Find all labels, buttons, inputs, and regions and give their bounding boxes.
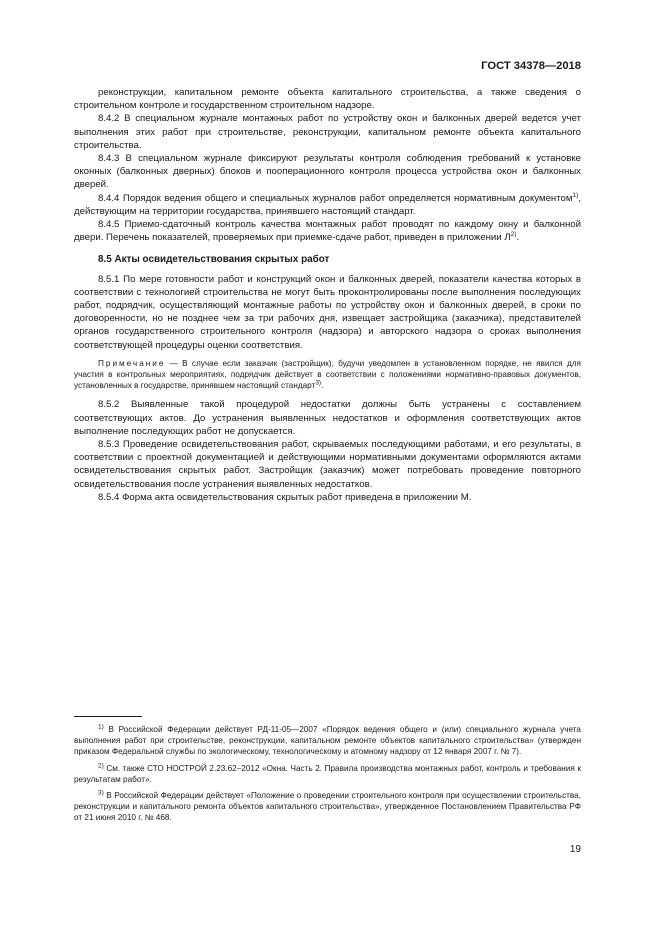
paragraph-8-4-3: 8.4.3 В специальном журнале фиксируют результаты контроля соблюдения требований к установке оконных (балконных дверных) блоков и пооперационного контроля процесса устройства окон и балконных дверей.: [74, 153, 581, 191]
footnote-3: [74, 790, 581, 824]
note-text: — В случае если заказчик (застройщик), будучи уведомлен в установленном порядке, не явился для участия в контрольных мероприятиях, подрядчик действует в соответствии с положениями нормативно-правовых документов, установленных в государстве, принявшем настоящий стандарт: [74, 358, 581, 391]
paragraph-intro: реконструкции, капитальном ремонте объекта капитального строительства, а также сведения о строительном контроле и государственном строительном надзоре.: [74, 87, 581, 112]
page-number: 19: [569, 844, 581, 855]
footnote-ref-1: 1): [572, 191, 579, 199]
paragraph-8-4-4: [74, 192, 581, 218]
paragraph-8-4-5: [74, 218, 581, 244]
paragraph-text: 8.4.5 Приемо-сдаточный контроль качества монтажных работ проводят по каждому окну и балконной двери. Перечень показателей, проверяемых при приемке-сдаче работ, приведен в приложении Л: [74, 219, 581, 244]
footnote-text: См. также СТО НОСТРОЙ 2.23.62–2012 «Окна. Часть 2. Правила производства монтажных работ, контроль и требования к результатам работ».: [74, 763, 581, 784]
footnote-text: В Российской Федерации действует РД-11-05—2007 «Порядок ведения общего и (или) специального журнала учета выполнения работ при строительстве, реконструкции, капитальном ремонте объектов капитального строительства» (утвержден приказом Федеральной службы по экологическому, технологическому и атомному надзору от 12 января 2007 г. № 7).: [74, 725, 581, 757]
footnote-mark: 2): [98, 761, 104, 769]
paragraph-8-5-4: 8.5.4 Форма акта освидетельствования скрытых работ приведена в приложении М.: [98, 491, 472, 503]
paragraph-8-4-2: 8.4.2 В специальном журнале монтажных работ по устройству окон и балконных дверей ведется учет выполнения этих работ при строительстве, реконструкции, капитальном ремонте объекта капитального строительства.: [74, 113, 581, 151]
note: [74, 358, 581, 392]
paragraph-8-5-3: 8.5.3 Проведение освидетельствования работ, скрываемых последующими работами, и его результаты, в соответствии с проектной документацией и действующими нормативными документами оформляются актами освидетельствования скрытых работ. Застройщик (заказчик) может потребовать проведение повторного освидетельствования после устранения выявленных недостатков.: [74, 439, 581, 490]
note-label: Примечание: [98, 358, 166, 368]
paragraph-tail: .: [516, 232, 520, 244]
footnote-mark: 3): [98, 789, 104, 797]
footnote-divider: [74, 716, 142, 717]
paragraph-tail: , действующим на территории государства, принявшего настоящий стандарт.: [74, 192, 581, 217]
section-heading-8-5: 8.5 Акты освидетельствования скрытых работ: [98, 254, 330, 266]
footnotes: [74, 724, 581, 829]
paragraph-8-5-2: 8.5.2 Выявленные такой процедурой недостатки должны быть устранены с составлением соответствующих актов. До устранения выявленных недостатков и оформления соответствующих актов выполнение последующих работ не допускается.: [74, 399, 581, 437]
document-body: [74, 86, 581, 504]
footnote-ref-2: 2): [510, 231, 517, 239]
footnote-2: [74, 763, 581, 785]
note-tail: .: [321, 381, 324, 391]
footnote-text: В Российской Федерации действует «Положение о проведении строительного контроля при осуществлении строительства, реконструкции и капитального ремонта объектов капитального строительства», утвержденное Постановлением Правительства РФ от 21 июня 2010 г. № 468.: [74, 791, 581, 823]
paragraph-8-5-1: 8.5.1 По мере готовности работ и конструкций окон и балконных дверей, показатели качества которых в соответствии с технологией строительства не могут быть проконтролированы после выполнения последующих работ, подрядчик, осуществляющий монтажные работы по устройству окон и балконных дверей, в сроки по договоренности, но не позднее чем за три рабочих дня, извещает застройщика (заказчика), представителей органов государственного строительного контроля (надзора) и авторского надзора о сроках выполнения соответствующей процедуры оценки соответствия.: [74, 273, 581, 351]
footnote-1: [74, 724, 581, 758]
paragraph-text: 8.4.4 Порядок ведения общего и специальных журналов работ определяется нормативным документом: [98, 192, 573, 204]
footnote-mark: 1): [98, 723, 104, 731]
footnote-ref-3: 3): [315, 379, 322, 387]
document-code-header: ГОСТ 34378—2018: [481, 60, 581, 72]
